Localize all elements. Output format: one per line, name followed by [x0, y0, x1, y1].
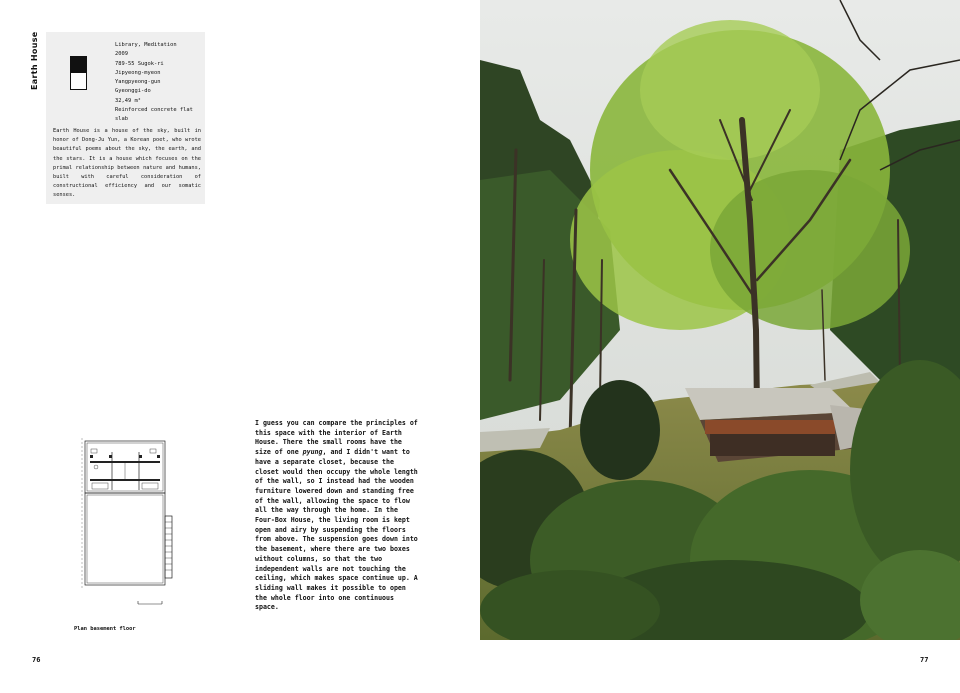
project-facts	[115, 41, 203, 125]
fact-year: 2009	[115, 51, 128, 58]
body-text-part-1: I guess you can compare the principles of this space with the interior of Earth House. There the small rooms have the size of one	[255, 419, 418, 457]
fact-structure: Reinforced concrete flat slab	[115, 107, 193, 123]
page-number-right: 77	[920, 656, 929, 664]
fact-address-4: Gyeonggi-do	[115, 88, 151, 95]
page-number-left: 76	[32, 656, 41, 664]
body-text	[255, 419, 418, 613]
section-label	[22, 31, 46, 92]
fact-area: 32,49 m²	[115, 97, 141, 104]
fact-address-2: Jipyeong-myeon	[115, 69, 161, 76]
fact-address-1: 789-55 Sugok-ri	[115, 60, 164, 67]
project-description: Earth House is a house of the sky, built in honor of Dong-Ju Yun, a Korean poet, who wrote beautiful poems about the sky, the earth, and the stars. It is a house which focuses on the primal relationship between nature and humans, built with careful consideration of constructional efficiency and our somatic senses.	[53, 128, 201, 199]
earth-house-photo	[480, 0, 960, 640]
plan-caption: Plan basement floor	[74, 626, 136, 632]
fact-program: Library, Meditation	[115, 42, 177, 48]
fact-address-3: Yangpyeong-gun	[115, 79, 161, 86]
legend-fill	[71, 57, 86, 73]
section-label-text: Earth House	[30, 31, 39, 90]
project-info-card	[46, 32, 205, 204]
body-text-emphasis: pyung	[302, 448, 323, 457]
body-text-part-2: , and I didn't want to have a separate closet, because the closet would then occupy the whole length of the wall, so I instead had the wooden furniture lowered down and standing free of the wall, allowing the space to flow all the way through the home. In the Four-Box House, the living room is kept open and airy by suspending the floors from above. The suspension goes down into the basement, where there are two boxes without columns, so that the two independent walls are not touching the ceiling, which makes space continue up. A sliding wall makes it possible to open the whole floor into one continuous space.	[255, 448, 418, 612]
category-legend-icon	[70, 56, 87, 90]
basement-floor-plan	[78, 436, 182, 616]
